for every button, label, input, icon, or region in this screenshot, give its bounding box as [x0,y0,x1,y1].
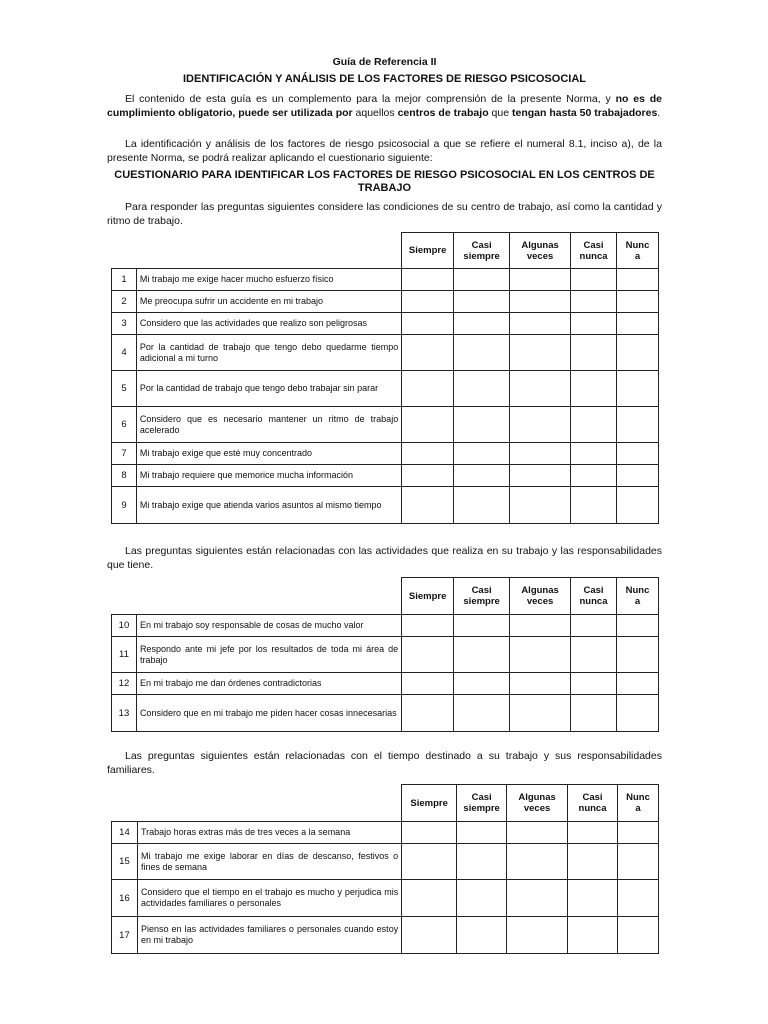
header-algunas-veces [510,233,571,269]
question-text: Mi trabajo exige que esté muy concentrado [136,443,401,465]
answer-cell-siempre[interactable] [402,371,454,407]
question-text: Considero que el tiempo en el trabajo es mucho y perjudica mis actividades familiares o personales [137,880,401,917]
answer-cell-casi-siempre[interactable] [457,880,507,917]
table-row [112,615,659,637]
questions-table-2 [111,577,659,732]
section-2-intro [107,545,662,572]
answer-cell-algunas-veces[interactable] [510,615,571,637]
answer-cell-nunca[interactable] [617,407,659,443]
answer-cell-casi-siempre[interactable] [454,313,510,335]
answer-cell-casi-nunca[interactable] [568,822,618,844]
answer-cell-casi-nunca[interactable] [568,844,618,880]
table-row [112,335,659,371]
table-1-header-row [112,233,659,269]
section-1-intro [107,201,662,228]
answer-cell-nunca[interactable] [617,487,659,524]
answer-cell-siempre[interactable] [402,291,454,313]
answer-cell-nunca[interactable] [616,673,658,695]
intro-paragraph-2 [107,138,662,165]
answer-cell-casi-siempre[interactable] [454,443,510,465]
answer-cell-casi-siempre[interactable] [457,822,507,844]
answer-cell-casi-siempre[interactable] [454,371,510,407]
answer-cell-siempre[interactable] [402,844,457,880]
question-number: 4 [112,335,137,371]
answer-cell-nunca[interactable] [616,695,658,732]
header-siempre: Siempre [402,578,454,615]
answer-cell-algunas-veces[interactable] [510,371,571,407]
answer-cell-algunas-veces[interactable] [507,822,568,844]
question-text: Mi trabajo me exige laborar en días de descanso, festivos o fines de semana [137,844,401,880]
answer-cell-algunas-veces[interactable] [510,695,571,732]
header-algunas-veces-text: Algunas veces [518,792,556,814]
header-nunca-text: Nunca [625,239,650,262]
question-number: 8 [112,465,137,487]
answer-cell-casi-nunca[interactable] [571,465,617,487]
table-row [112,313,659,335]
intro-text-d: centros de trabajo [397,106,489,119]
header-algunas-veces [507,785,568,822]
answer-cell-casi-siempre[interactable] [454,465,510,487]
answer-cell-algunas-veces[interactable] [507,844,568,880]
answer-cell-casi-nunca[interactable] [568,917,618,954]
question-text: En mi trabajo soy responsable de cosas de mucho valor [136,615,401,637]
answer-cell-casi-siempre[interactable] [454,407,510,443]
answer-cell-algunas-veces[interactable] [507,880,568,917]
answer-cell-casi-nunca[interactable] [571,695,617,732]
answer-cell-siempre[interactable] [402,695,454,732]
answer-cell-nunca[interactable] [618,822,659,844]
header-nunca [617,233,659,269]
question-number: 15 [112,844,138,880]
answer-cell-algunas-veces[interactable] [510,673,571,695]
answer-cell-siempre[interactable] [402,637,454,673]
question-number: 2 [112,291,137,313]
header-siempre: Siempre [402,233,454,269]
answer-cell-casi-nunca[interactable] [571,615,617,637]
header-nunca [616,578,658,615]
header-algunas-veces-text: Algunas veces [521,585,559,607]
answer-cell-nunca[interactable] [617,443,659,465]
section-3-intro [107,750,662,777]
intro-text-g: . [657,106,661,119]
questionnaire-title: CUESTIONARIO PARA IDENTIFICAR LOS FACTORES DE RIESGO PSICOSOCIAL EN LOS CENTROS DE TRABAJO [114,169,655,194]
question-number: 12 [112,673,137,695]
header-casi-nunca [571,578,617,615]
question-text: Pienso en las actividades familiares o personales cuando estoy en mi trabajo [137,917,401,954]
intro-text-e: que [491,106,510,119]
main-heading: IDENTIFICACIÓN Y ANÁLISIS DE LOS FACTORES DE RIESGO PSICOSOCIAL [183,73,586,85]
table-row [112,695,659,732]
table-row [112,917,659,954]
intro-text-p2: La identificación y análisis de los factores de riesgo psicosocial a que se refiere el numeral 8.1, inciso a), de la presente Norma, se podrá realizar aplicando el cuestionario siguiente: [107,138,662,164]
question-text: Me preocupa sufrir un accidente en mi trabajo [136,291,401,313]
answer-cell-casi-siempre[interactable] [454,673,510,695]
header-casi-nunca-text: Casi nunca [579,239,608,262]
answer-cell-nunca[interactable] [617,465,659,487]
question-text: Mi trabajo exige que atienda varios asuntos al mismo tiempo [136,487,401,524]
answer-cell-nunca[interactable] [617,313,659,335]
answer-cell-algunas-veces[interactable] [510,487,571,524]
answer-cell-casi-siempre[interactable] [457,917,507,954]
answer-cell-siempre[interactable] [402,443,454,465]
question-text: Mi trabajo requiere que memorice mucha información [136,465,401,487]
question-text: Considero que las actividades que realizo son peligrosas [136,313,401,335]
question-text: Mi trabajo me exige hacer mucho esfuerzo físico [136,269,401,291]
answer-cell-algunas-veces[interactable] [507,917,568,954]
question-number: 1 [112,269,137,291]
answer-cell-casi-siempre[interactable] [454,637,510,673]
intro-text-c: aquellos [355,106,395,119]
table-3-header-row [112,785,659,822]
question-number: 9 [112,487,137,524]
answer-cell-algunas-veces[interactable] [510,443,571,465]
answer-cell-nunca[interactable] [617,371,659,407]
header-algunas-veces-text: Algunas veces [521,239,559,262]
answer-cell-algunas-veces[interactable] [510,335,571,371]
question-text: Trabajo horas extras más de tres veces a la semana [137,822,401,844]
table-row [112,822,659,844]
question-text: Considero que es necesario mantener un ritmo de trabajo acelerado [136,407,401,443]
answer-cell-casi-nunca[interactable] [571,291,617,313]
answer-cell-casi-nunca[interactable] [571,637,617,673]
answer-cell-siempre[interactable] [402,917,457,954]
question-number: 6 [112,407,137,443]
guide-title: Guía de Referencia II [332,56,437,68]
question-text: Considero que en mi trabajo me piden hacer cosas innecesarias [136,695,401,732]
header-casi-siempre-text: Casi siempre [463,585,500,607]
header-casi-nunca [568,785,618,822]
header-nunca [618,785,659,822]
header-nunca-text: Nunca [625,585,650,607]
answer-cell-nunca[interactable] [618,880,659,917]
answer-cell-nunca[interactable] [618,844,659,880]
answer-cell-algunas-veces[interactable] [510,291,571,313]
table-row [112,465,659,487]
question-number: 14 [112,822,138,844]
answer-cell-algunas-veces[interactable] [510,313,571,335]
answer-cell-siempre[interactable] [402,822,457,844]
header-casi-siempre-text: Casi siempre [463,792,500,814]
answer-cell-casi-nunca[interactable] [571,487,617,524]
answer-cell-siempre[interactable] [402,313,454,335]
answer-cell-siempre[interactable] [402,335,454,371]
answer-cell-casi-nunca[interactable] [571,407,617,443]
answer-cell-siempre[interactable] [402,465,454,487]
answer-cell-siempre[interactable] [402,615,454,637]
question-number: 3 [112,313,137,335]
answer-cell-casi-nunca[interactable] [571,673,617,695]
header-siempre: Siempre [402,785,457,822]
table-row [112,487,659,524]
section-3-intro-text: Las preguntas siguientes están relacionadas con el tiempo destinado a su trabajo y sus responsabilidades familiares. [107,750,662,776]
table-row [112,880,659,917]
header-casi-nunca-text: Casi nunca [578,792,607,814]
table-row [112,407,659,443]
answer-cell-casi-siempre[interactable] [457,844,507,880]
answer-cell-nunca[interactable] [617,291,659,313]
answer-cell-casi-nunca[interactable] [571,371,617,407]
question-text: En mi trabajo me dan órdenes contradictorias [136,673,401,695]
table-row [112,291,659,313]
answer-cell-casi-siempre[interactable] [454,335,510,371]
answer-cell-nunca[interactable] [616,615,658,637]
answer-cell-casi-siempre[interactable] [454,487,510,524]
answer-cell-nunca[interactable] [617,335,659,371]
table-row [112,443,659,465]
answer-cell-casi-nunca[interactable] [571,313,617,335]
answer-cell-casi-nunca[interactable] [571,269,617,291]
answer-cell-algunas-veces[interactable] [510,637,571,673]
question-number: 7 [112,443,137,465]
answer-cell-siempre[interactable] [402,487,454,524]
questions-table-1 [111,232,659,524]
question-number: 16 [112,880,138,917]
question-number: 5 [112,371,137,407]
answer-cell-casi-nunca[interactable] [571,443,617,465]
intro-text-b: no es de cumplimiento obligatorio, puede ser utilizada por [107,93,662,119]
table-row [112,844,659,880]
intro-paragraph-1 [107,93,662,120]
answer-cell-algunas-veces[interactable] [510,465,571,487]
intro-text-f: tengan hasta 50 trabajadores [511,106,658,119]
answer-cell-casi-siempre[interactable] [454,695,510,732]
question-text: Respondo ante mi jefe por los resultados de toda mi área de trabajo [136,637,401,673]
intro-text-a: El contenido de esta guía es un complemento para la mejor comprensión de la presente Norma, y [125,93,611,105]
answer-cell-casi-siempre[interactable] [454,615,510,637]
answer-cell-nunca[interactable] [617,269,659,291]
answer-cell-siempre[interactable] [402,269,454,291]
header-casi-siempre [454,578,510,615]
answer-cell-algunas-veces[interactable] [510,269,571,291]
table-row [112,371,659,407]
question-number: 10 [112,615,137,637]
answer-cell-casi-nunca[interactable] [568,880,618,917]
answer-cell-casi-nunca[interactable] [571,335,617,371]
answer-cell-casi-siempre[interactable] [454,291,510,313]
question-text: Por la cantidad de trabajo que tengo debo quedarme tiempo adicional a mi turno [136,335,401,371]
header-algunas-veces [510,578,571,615]
answer-cell-nunca[interactable] [616,637,658,673]
header-casi-nunca-text: Casi nunca [579,585,608,607]
header-nunca-text: Nunca [626,792,650,814]
answer-cell-siempre[interactable] [402,673,454,695]
answer-cell-casi-siempre[interactable] [454,269,510,291]
question-text: Por la cantidad de trabajo que tengo debo trabajar sin parar [136,371,401,407]
answer-cell-siempre[interactable] [402,407,454,443]
table-row [112,269,659,291]
header-casi-siempre [454,233,510,269]
table-2-header-row [112,578,659,615]
answer-cell-siempre[interactable] [402,880,457,917]
header-casi-siempre-text: Casi siempre [463,239,500,262]
table-row [112,673,659,695]
questions-table-3 [111,784,659,954]
header-casi-nunca [571,233,617,269]
question-number: 11 [112,637,137,673]
question-number: 13 [112,695,137,732]
section-1-intro-text: Para responder las preguntas siguientes considere las condiciones de su centro de trabajo, así como la cantidad y ritmo de trabajo. [107,201,662,227]
section-2-intro-text: Las preguntas siguientes están relacionadas con las actividades que realiza en su trabajo y las responsabilidades que tiene. [107,545,662,571]
question-number: 17 [112,917,138,954]
answer-cell-nunca[interactable] [618,917,659,954]
header-casi-siempre [457,785,507,822]
table-row [112,637,659,673]
answer-cell-algunas-veces[interactable] [510,407,571,443]
